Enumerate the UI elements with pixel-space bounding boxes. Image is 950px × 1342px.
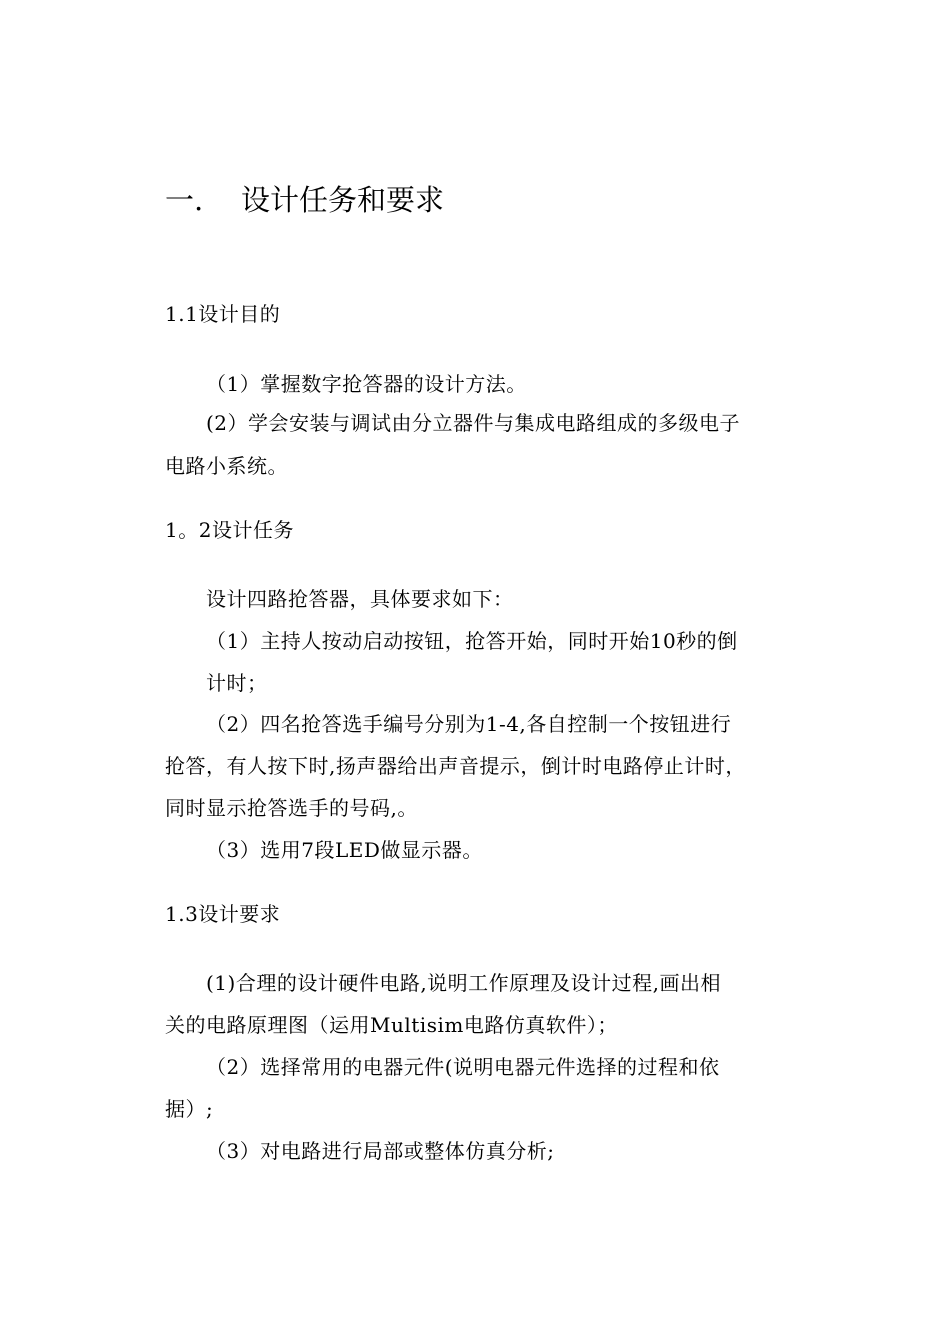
- paragraph-line: （2）选择常用的电器元件(说明电器元件选择的过程和依: [206, 1055, 720, 1079]
- section-heading-1-3: 1.3设计要求: [165, 902, 281, 926]
- paragraph-line: （1）主持人按动启动按钮，抢答开始，同时开始10秒的倒: [206, 629, 738, 653]
- paragraph-line: （3）对电路进行局部或整体仿真分析;: [206, 1139, 555, 1163]
- paragraph-line: 抢答，有人按下时,扬声器给出声音提示，倒计时电路停止计时，: [165, 754, 746, 778]
- paragraph-line: 据）;: [165, 1097, 214, 1121]
- paragraph-line: （1）掌握数字抢答器的设计方法。: [206, 372, 527, 396]
- chapter-heading: [165, 180, 444, 220]
- paragraph-line: 同时显示抢答选手的号码,。: [165, 796, 418, 820]
- paragraph-line: 计时；: [206, 671, 268, 695]
- chapter-title: 设计任务和要求: [241, 183, 445, 217]
- paragraph-line: 关的电路原理图（运用Multisim电路仿真软件）；: [165, 1013, 618, 1037]
- paragraph-line: (1)合理的设计硬件电路,说明工作原理及设计过程,画出相: [206, 971, 722, 995]
- section-heading-1-2: 1。2设计任务: [165, 518, 294, 542]
- paragraph-line: （2）四名抢答选手编号分别为1-4,各自控制一个按钮进行: [206, 712, 732, 736]
- paragraph-line: （3）选用7段LED做显示器。: [206, 838, 483, 862]
- paragraph-line: 设计四路抢答器，具体要求如下：: [206, 587, 514, 611]
- paragraph-line: 电路小系统。: [165, 454, 288, 478]
- chapter-number: 一.: [165, 183, 204, 217]
- section-heading-1-1: 1.1设计目的: [165, 302, 281, 326]
- paragraph-line: (2）学会安装与调试由分立器件与集成电路组成的多级电子: [206, 411, 741, 435]
